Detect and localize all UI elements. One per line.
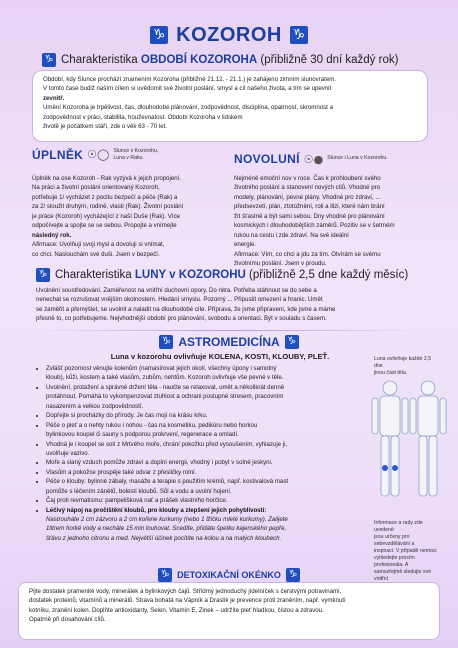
detox-line: dostatek proteinů, vitamínů a minerálů. Strava bohatá na Vápník a Draslík je prevence proti zraněním, např. vymknutí <box>29 597 346 605</box>
period-line: Období, kdy Slunce prochází znamením Kozoroha (přibližně 21.12. - 21.1.) je zahájeno zimním slunovratem. <box>43 76 336 83</box>
detox-title: DETOXIKAČNÍ OKÉNKO <box>177 570 281 580</box>
detox-text <box>29 587 429 625</box>
capricorn-sign-icon: ♑ <box>285 335 299 349</box>
luna-line: Uvolnění soustředování. Zaměřenost na vnitřní duchovní opory. Do nitra. Potřeba stáhnout se do sebe a <box>36 287 317 294</box>
period-heading <box>42 53 398 67</box>
luna-heading <box>36 268 408 282</box>
side-note: Luna ovlivňuje každé 2,5 dne <box>374 356 432 370</box>
uplnek-line: je práce (Kozoroh) vycházející z naší Duše (Rak). Více <box>32 212 180 220</box>
detox-heading <box>0 568 458 582</box>
capricorn-sign-icon: ♑ <box>150 26 168 44</box>
luna-line: nenechat se rozrušovat vnějším okolnostem. Hledání smyslu. Pozorný ... Připustit omezení a hranic. Umět <box>36 296 323 304</box>
period-box <box>32 70 428 142</box>
new-moon-icon: ☉● <box>303 152 324 166</box>
uplnek-line: odpočívejte a spojte se se sebou. Propojte a vnímejte <box>32 222 177 230</box>
capricorn-sign-icon: ♑ <box>159 335 173 349</box>
side-note: jsou určeny pro sebevzdělávání a <box>374 534 415 548</box>
astro-item: • Vhodná je i koupel se solí z Mrtvého moře, chrání pokožku před vysoušením, vyhlazuje ji, uvolňuje vazivo. <box>46 440 362 459</box>
uplnek-section <box>32 148 226 259</box>
body-figure-illustration <box>368 376 448 516</box>
period-heading-pre: Charakteristika <box>61 54 141 66</box>
uplnek-affirmation: co chci. Naslouchám své duši. Jsem v bezpečí. <box>32 250 160 258</box>
astro-title: ASTROMEDICÍNA <box>178 335 280 349</box>
luna-heading-bold: LUNY v KOZOROHU <box>134 269 246 281</box>
uplnek-line: Úplněk na ose Kozoroh - Rak vyzývá k jejich propojení. <box>32 175 182 182</box>
capricorn-sign-icon: ♑ <box>42 53 56 67</box>
knee-marker <box>392 465 398 471</box>
uplnek-title: ÚPLNĚK <box>32 148 84 162</box>
side-note: samozřejmě sledujte své vnitřní <box>374 569 432 583</box>
period-heading-post: (přibližně 30 dní každý rok) <box>257 54 399 66</box>
astro-item: • Vlasům a pokožce prospěje také odvar z přesličky rolní. <box>46 468 362 477</box>
astro-subtitle: Luna v kozorohu ovlivňuje KOLENA, KOSTI, KLOUBY, PLEŤ. <box>110 352 330 361</box>
side-note: vyhledejte prosím profesionála. A <box>374 555 415 569</box>
astro-list <box>36 364 362 543</box>
novoluni-affirmation: Afirmace: Vím, co chci a jdu za tím. Otvírám se svému <box>234 250 381 258</box>
page-title: KOZOROH <box>176 23 282 46</box>
novoluni-line: kosmických i dlouhodobějších záměrů. Pozitiv se v šetrném <box>234 222 395 230</box>
capricorn-sign-icon: ♑ <box>36 268 50 282</box>
astro-side-top <box>374 356 440 377</box>
back-figure <box>410 381 446 496</box>
novoluni-note: Slunce i Luna v Kozorohu. <box>327 155 388 162</box>
uplnek-line: následný rok. <box>32 231 72 239</box>
uplnek-text <box>32 174 226 259</box>
astro-item: • Čaj proti revmatismu: pampelišková nať a prášek vlastního horčice. <box>46 496 362 505</box>
novoluni-line: žít šťastně a být sami sebou. Dny vhodné pro plánování <box>234 212 385 220</box>
uplnek-note: Luna v Raku. <box>113 155 144 162</box>
period-line: zodpovědnost v práci, stabilita, houževnatost. Období Kozoroha v lidském <box>43 113 243 121</box>
capricorn-sign-icon: ♑ <box>286 568 300 582</box>
side-note: jinou část těla. <box>374 370 408 377</box>
astro-item: • Uvolnění, protažení a správné držení těla - naučte se relaxovat, umět a několikrát denně protáhnout. Pomáhá to vykompenzovat ztuhlost a ochrani postupné stresem, pracovním nasazením a velkou zodpovědností. <box>46 383 362 411</box>
capricorn-sign-icon: ♑ <box>290 26 308 44</box>
detox-box <box>18 582 440 640</box>
novoluni-title: NOVOLUNÍ <box>234 152 300 166</box>
divider <box>30 330 428 331</box>
front-figure <box>372 381 408 496</box>
astro-item: • Zvlášť pozornost věnujte kolenům (namasírovat jejich okolí, všechny úpony i samotný kloub), kůži, kostem a také vlasům, zubům, nehtům. Kozoroh ovlivňuje vše pevné v těle. <box>46 364 362 383</box>
novoluni-section <box>234 148 430 268</box>
luna-heading-post: (přibližně 2,5 dne každý měsíc) <box>245 269 409 281</box>
luna-line: se zaměřit a přemýšlet, se uvolnit a naladit na dlouhodobé cíle. Příprava, že jsme připravení, kde jsme a máme <box>36 305 336 313</box>
full-moon-icon: ☉◯ <box>87 148 110 161</box>
luna-line: přesně to, co potřebujeme. Nejvhodnější období pro plánování, svobodu a orientaci. Být v souladu s časem. <box>36 315 327 323</box>
page-header <box>0 22 458 48</box>
astro-item: • Moře a slaný vzduch pomůže zdraví a doplní energii, vhodný i pobyt v solné jeskyni. <box>46 458 362 467</box>
period-heading-bold: OBDOBÍ KOZOROHA <box>140 54 258 66</box>
novoluni-affirmation: životnímu poslání. Jsem v proudu. <box>234 259 327 267</box>
period-text <box>43 75 417 132</box>
period-line: Umění Kozoroha je trpělivost, čas, dlouhodobé plánování, zodpovědnost, disciplína, opatrnost, skromnost a <box>43 104 333 112</box>
detox-line: Pijte dostatek pramenité vody, minerálek a bylinkových čajů. Střídmý jednoduchý jídelníček s čerstvými potravinami, <box>29 588 342 595</box>
astro-item: • Péče o pleť a o nehty rukou i nohou - čas na kosmetiku, pedikúru nebo horkou bylinkovou koupel či sauny s podporou prokrvení, regenerace a omladí. <box>46 421 362 440</box>
astro-heading <box>0 335 458 349</box>
astro-item: • Léčivý nápoj na pročištění kloubů, pro klouby a zlepšení jejich pohyblivosti: Nastrouháte 2 cm zázvoru a 2 cm kořene kurkumy (nebo 1 lžičku mleté kurkumy). Zalijete 1litrem horké vody a necháte 15 min louhovat. Scedíte, přidáte špetku kajenského pepře, šťávu z jednoho citronu a med. Největší účinek pocítíte na kolou a na malých kloubech. <box>46 506 362 544</box>
uplnek-line: za 2/ sloužit druhým, rodině, vlasti (Rak). Životní poslání <box>32 203 184 211</box>
novoluni-line: Nejméně emoční nov v roce. Čas k prohloubení svého <box>234 175 381 182</box>
side-note: inspiraci. V případě nemoci <box>374 548 437 555</box>
novoluni-line: rukou na cestu i zde zdraví. Na své ideální <box>234 231 349 239</box>
uplnek-note: Slunce v Kozorohu, <box>113 148 159 154</box>
astro-item: • Dopřejte si procházky do přírody. Je čas mojí na krásu krku. <box>46 411 362 420</box>
astro-item: • Péče o klouby: bylinné zábaly, masáže a terapie s použitím krémů, např. kostivalová mast pomůže s léčením zánětů, bolestí kloubů. Sůl a vodu a uvolní hojení. <box>46 477 362 496</box>
uplnek-line: Na práci a životní poslání orientovaný Kozoroh, <box>32 184 160 192</box>
novoluni-line: energie. <box>234 241 257 249</box>
novoluni-text <box>234 174 430 268</box>
novoluni-line: životního poslání a stanovení nových cílů. Vhodné pro <box>234 184 381 192</box>
period-line: životě je počátkem stáří, zde o věk 63 - 70 let. <box>43 123 167 131</box>
period-line: V tomto čase budiž naším cílem si uvědomit své životní poslání, smysl a cíl našeho života, a tím se upevnit <box>43 85 332 93</box>
knee-marker <box>382 465 388 471</box>
novoluni-line: modely, plánování, pevné plány. Vhodné pro zdraví, ... <box>234 193 381 201</box>
detox-line: kotníku, zranění kolen. Doplňte antioxidanty, Selen, Vitamín E, Zinek – udržíte pleť hladkou, čistou a zdravou. <box>29 606 324 614</box>
detox-line: Opatrně při dosahování cílů. <box>29 616 106 624</box>
uplnek-line: potřebuje 1/ vycházet z pocitu bezpečí a péče (Rak) a <box>32 193 178 201</box>
novoluni-line: předsevzetí, plán, ztotožnění, roli a ilizi, které nám brání <box>234 203 385 211</box>
luna-text <box>36 286 428 324</box>
uplnek-affirmation: Afirmace: Uvolňuji svoji mysl a dovoluji si vnímat, <box>32 241 165 249</box>
period-line: zevnitř. <box>43 94 65 102</box>
capricorn-sign-icon: ♑ <box>158 568 172 582</box>
side-note: Informace a rady zde uvedené <box>374 520 423 534</box>
luna-heading-pre: Charakteristika <box>55 269 135 281</box>
